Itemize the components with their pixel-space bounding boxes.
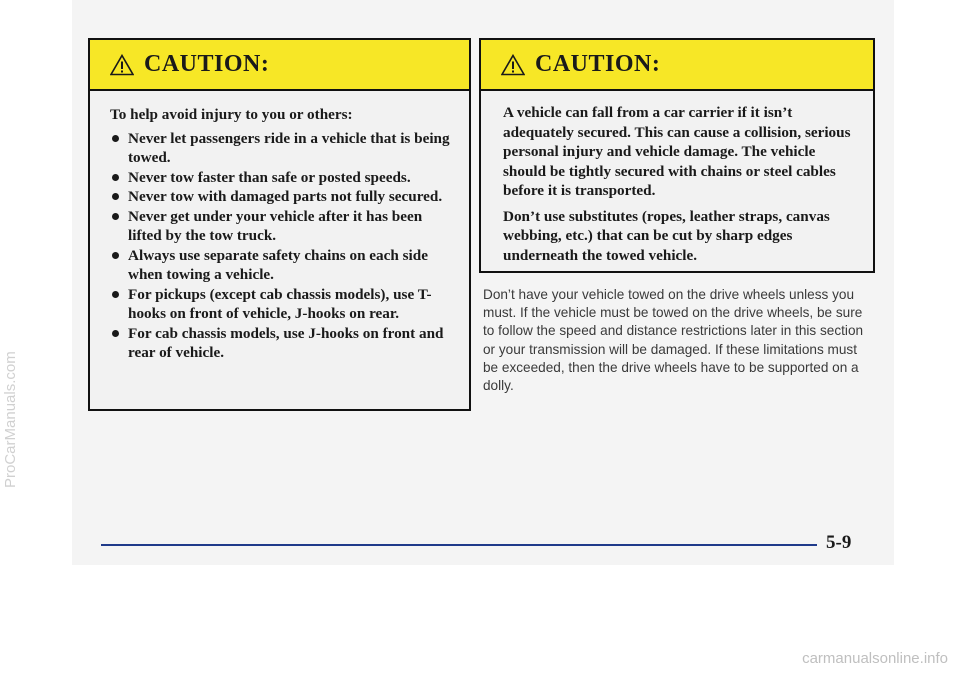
caution-bullet — [110, 324, 451, 363]
bullet-icon — [112, 291, 119, 298]
bullet-text: Always use separate safety chains on each side when towing a vehicle. — [128, 246, 428, 283]
bullet-icon — [112, 330, 119, 337]
warning-triangle-icon — [110, 54, 134, 76]
page-number: 5-9 — [826, 532, 852, 553]
bullet-text: Never let passengers ride in a vehicle that is being towed. — [128, 129, 450, 166]
caution-box-left — [88, 38, 471, 411]
warning-triangle-icon — [501, 54, 525, 76]
caution-bullet — [110, 285, 451, 324]
bullet-icon — [112, 252, 119, 259]
bullet-icon — [112, 193, 119, 200]
caution-bullet — [110, 168, 451, 188]
bullet-icon — [112, 174, 119, 181]
caution-paragraph: Don’t use substitutes (ropes, leather straps, canvas webbing, etc.) that can be cut by sharp edges underneath the towed vehicle. — [503, 207, 830, 264]
bullet-icon — [112, 135, 119, 142]
bottom-watermark: carmanualsonline.info — [802, 650, 948, 667]
footer-rule — [101, 544, 817, 546]
caution-title-right: CAUTION: — [535, 51, 661, 77]
caution-header-right — [481, 40, 873, 91]
caution-body-left — [90, 91, 469, 363]
bullet-icon — [112, 213, 119, 220]
bullet-text: Never tow with damaged parts not fully secured. — [128, 188, 443, 205]
caution-paragraph: A vehicle can fall from a car carrier if it isn’t adequately secured. This can cause a collision, serious personal injury and vehicle damage. The vehicle should be tightly secured with chains or steel cables before it is transported. — [503, 104, 851, 199]
side-watermark: ProCarManuals.com — [2, 351, 19, 488]
caution-bullet — [110, 207, 451, 246]
bullet-text: Never tow faster than safe or posted speeds. — [128, 168, 411, 186]
caution-body-right — [481, 91, 873, 265]
caution-bullet-list — [110, 129, 451, 363]
bullet-text: For cab chassis models, use J-hooks on front and rear of vehicle. — [128, 324, 444, 361]
bullet-text: Never get under your vehicle after it has been lifted by the tow truck. — [128, 207, 423, 244]
body-paragraph: Don’t have your vehicle towed on the drive wheels unless you must. If the vehicle must be towed on the drive wheels, be sure to follow the speed and distance restrictions later in this section or your transmission will be damaged. If these limitations must be exceeded, then the drive wheels have to be supported on a dolly. — [483, 287, 864, 394]
caution-header-left — [90, 40, 469, 91]
caution-box-right — [479, 38, 875, 273]
caution-intro: To help avoid injury to you or others: — [110, 106, 353, 123]
caution-bullet — [110, 129, 451, 168]
caution-bullet — [110, 246, 451, 285]
caution-title-left: CAUTION: — [144, 51, 270, 77]
caution-bullet — [110, 187, 451, 207]
bullet-text: For pickups (except cab chassis models), use T-hooks on front of vehicle, J-hooks on rear. — [128, 285, 432, 322]
